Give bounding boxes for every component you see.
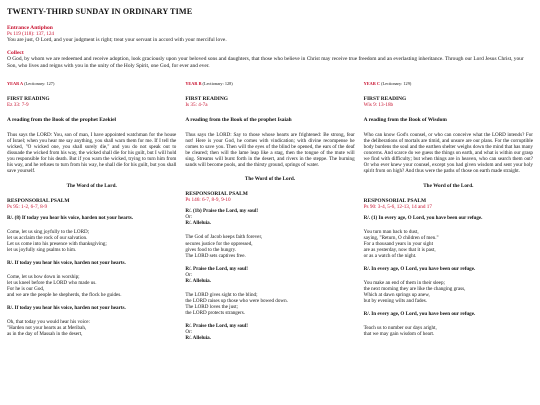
verse-line: the next morning they are like the changing grass, (363, 286, 466, 293)
verse-line: and we are the people he shepherds, the flock he guides. (7, 292, 122, 299)
year-a-psalm-label: RESPONSORIAL PSALM (7, 197, 70, 204)
collect-section (7, 50, 533, 69)
year-b-first-reading-ref: Is 35: 4-7a (185, 101, 208, 108)
year-b-refrain-alt: R/. Alleluia. (185, 220, 211, 227)
year-c-refrain: R/. (1) In every age, O Lord, you have been our refuge. (363, 214, 483, 221)
year-c-psalm-label: RESPONSORIAL PSALM (363, 197, 427, 204)
year-b-refrain-2-alt: R/. Alleluia. (185, 277, 211, 284)
year-b-word-of-lord: The Word of the Lord. (244, 176, 296, 183)
year-a-refrain-3: R/. If today you hear his voice, harden not your hearts. (7, 305, 126, 312)
year-b-stanza-1 (185, 234, 354, 258)
year-a-psalm-ref: Ps 95: 1-2, 6-7, 8-9 (7, 203, 48, 210)
year-c-first-reading-label: FIRST READING (363, 95, 407, 102)
verse-line: are as yesterday, now that it is past, (363, 246, 436, 253)
year-a-stanza-1 (7, 229, 176, 253)
entrance-antiphon-text: You are just, O Lord, and your judgment is right; treat your servant in accord with your merciful love. (7, 37, 227, 43)
verse-line: saying, "Return, O children of men." (363, 234, 439, 241)
year-c-column (364, 81, 533, 349)
year-b-reading-lead: A reading from the Book of the prophet Isaiah (185, 116, 292, 123)
page-title: TWENTY-THIRD SUNDAY IN ORDINARY TIME (7, 7, 193, 16)
verse-line: that we may gain wisdom of heart. (363, 331, 435, 338)
year-c-lectionary: (Lectionary: 129) (381, 80, 412, 86)
verse-line: Oh, that today you would hear his voice: (7, 319, 90, 326)
year-a-refrain: R/. (8) If today you hear his voice, harden not your hearts. (7, 214, 134, 221)
year-b-stanza-2 (185, 292, 354, 316)
year-c-label-line (364, 81, 533, 86)
year-a-stanza-2 (7, 274, 176, 298)
year-a-label: YEAR A (7, 80, 24, 86)
verse-line: The God of Jacob keeps faith forever, (185, 234, 263, 241)
year-a-word-of-lord: The Word of the Lord. (66, 182, 117, 189)
year-a-label-line (7, 81, 176, 86)
year-c-reading-text: Who can know God's counsel, or who can conceive what the LORD intends? For the deliberations of mortals are timid, and unsure are our plans. For the corruptible body burdens the soul and the earthen shelter weighs down the mind that has many concerns. And scarce do we guess the things on earth, and what is within our grasp we find with difficulty; but when things are in heaven, who can search them out? Or who ever knew your counsel, except you had given wisdom and sent your holy spirit from on high? And thus were the paths of those on earth made straight. (363, 131, 533, 175)
verse-line: the LORD protects strangers. (185, 310, 246, 317)
year-b-refrain-2: R/. Praise the Lord, my soul! (185, 265, 249, 272)
year-c-stanza-1 (364, 229, 533, 259)
verse-line: or as a watch of the night. (363, 252, 417, 259)
verse-line: Let us come into his presence with thanksgiving; (7, 240, 107, 247)
year-b-refrain-3: R/. Praise the Lord, my soul! (185, 323, 249, 330)
verse-line: Come, let us sing joyfully to the LORD; (7, 228, 90, 235)
year-c-refrain-2: R/. In every age, O Lord, you have been our refuge. (363, 266, 476, 273)
verse-line: "Harden not your hearts as at Meribah, (7, 325, 87, 332)
verse-line: Teach us to number our days aright, (363, 325, 437, 332)
year-b-or: Or: (185, 214, 193, 221)
collect-heading: Collect (7, 50, 24, 57)
year-b-refrain-3-alt: R/. Alleluia. (185, 335, 211, 342)
year-a-reading-text: Thus says the LORD: You, son of man, I have appointed watchman for the house of Israel; when you hear me say anything, you shall warn them for me. If I tell the wicked, "O wicked one, you shall surely die," and you do not speak out to dissuade the wicked from his way, the wicked shall die for his guilt, but I will hold you responsible for his death. But if you warn the wicked, trying to turn him from his way, and he refuses to turn from his way, he shall die for his guilt, but you shall save yourself. (7, 131, 177, 175)
year-c-refrain-3: R/. In every age, O Lord, you have been our refuge. (363, 311, 476, 318)
verse-line: For a thousand years in your sight (363, 240, 433, 247)
year-a-first-reading-label: FIRST READING (7, 95, 50, 102)
year-a-reading-lead: A reading from the Book of the prophet Ezekiel (7, 116, 117, 123)
entrance-antiphon-heading: Entrance Antiphon (7, 25, 53, 31)
verse-line: The LORD sets captives free. (185, 252, 246, 259)
year-c-word-of-lord: The Word of the Lord. (423, 182, 474, 189)
readings-columns (7, 81, 533, 349)
year-c-first-reading-ref: Wis 9: 13-18b (363, 101, 394, 108)
year-a-lectionary: (Lectionary: 127) (24, 80, 55, 86)
verse-line: let us acclaim the rock of our salvation. (7, 234, 88, 241)
verse-line: the LORD raises up those who were bowed down. (185, 297, 288, 304)
year-b-reading-text: Thus says the LORD: Say to those whose hearts are frightened: Be strong, fear not! Here is your God, he comes with vindication; with divine recompense he comes to save you. Then will the eyes of the blind be opened, the ears of the deaf be cleared; then will the lame leap like a stag, then the tongue of the mute will sing. Streams will burst forth in the desert, and rivers in the steppe. The burning sands will become pools, and the thirsty ground, springs of water. (185, 131, 355, 169)
year-b-refrain: R/. (1b) Praise the Lord, my soul! (185, 208, 259, 215)
year-b-label: YEAR B (185, 80, 202, 86)
verse-line: gives food to the hungry. (185, 246, 237, 253)
year-b-column (185, 81, 354, 349)
verse-line: as in the day of Massah in the desert, (7, 331, 83, 338)
verse-line: let us joyfully sing psalms to him. (7, 246, 77, 253)
verse-line: The LORD gives sight to the blind; (185, 291, 258, 298)
verse-line: Which at dawn springs up anew, (363, 292, 430, 299)
year-a-column (7, 81, 176, 349)
year-b-label-line (185, 81, 354, 86)
verse-line: You turn man back to dust, (363, 228, 419, 235)
year-b-or-2: Or: (185, 271, 193, 278)
verse-line: The LORD loves the just; (185, 304, 238, 311)
verse-line: For he is our God, (7, 286, 45, 293)
year-a-first-reading-ref: Ez 33: 7-9 (7, 101, 29, 108)
year-c-psalm-ref: Ps 90: 3-4, 5-6, 12-13, 14 and 17 (363, 203, 432, 210)
verse-line: You make an end of them in their sleep; (363, 280, 445, 287)
year-b-psalm-label: RESPONSORIAL PSALM (185, 191, 248, 198)
year-c-stanza-3 (364, 325, 533, 337)
year-c-reading-lead: A reading from the Book of Wisdom (363, 116, 447, 123)
verse-line: but by evening wilts and fades. (363, 298, 428, 305)
year-b-lectionary: (Lectionary: 128) (202, 80, 233, 86)
year-b-psalm-ref: Ps 146: 6-7, 8-9, 9-10 (185, 197, 231, 204)
collect-text: O God, by whom we are redeemed and receive adoption, look graciously upon your beloved sons and daughters, that those who believe in Christ may receive true freedom and an everlasting inheritance. Through our Lord Jesus Christ, your Son, who lives and reigns with you in the unity of the Holy Spirit, one God, for ever and ever. (7, 56, 524, 69)
verse-line: Come, let us bow down in worship; (7, 273, 80, 280)
entrance-antiphon-section (7, 25, 533, 43)
year-c-label: YEAR C (363, 80, 381, 86)
verse-line: secures justice for the oppressed, (185, 240, 253, 247)
year-b-first-reading-label: FIRST READING (185, 95, 228, 102)
entrance-antiphon-ref: Ps 119 (118): 137, 124 (7, 31, 55, 37)
year-b-or-3: Or: (185, 329, 193, 336)
year-c-stanza-2 (364, 280, 533, 304)
year-a-refrain-2: R/. If today you hear his voice, harden not your hearts. (7, 259, 126, 266)
year-a-stanza-3 (7, 319, 176, 337)
verse-line: let us kneel before the LORD who made us. (7, 280, 97, 287)
